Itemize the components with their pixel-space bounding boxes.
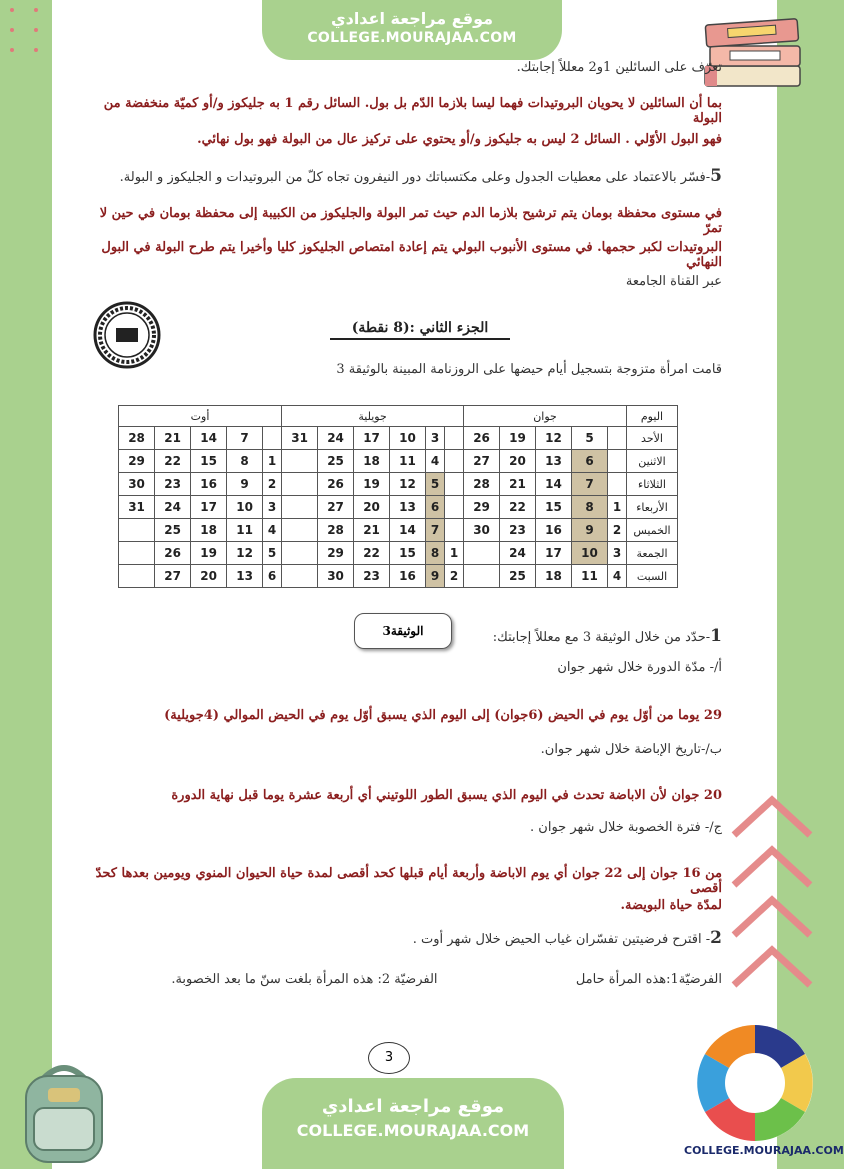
decorative-dot <box>34 48 38 52</box>
document-label: الوثيقة3 <box>354 613 452 649</box>
calendar-cell-july: 31 <box>282 427 318 450</box>
decorative-dot <box>10 48 14 52</box>
calendar-cell-july <box>282 542 318 565</box>
q1-b-label: ب/-تاريخ الإباضة خلال شهر جوان. <box>540 742 722 757</box>
calendar-cell-june: 7 <box>572 473 608 496</box>
calendar-row <box>119 542 678 565</box>
calendar-cell-june: 10 <box>572 542 608 565</box>
school-stamp-icon <box>92 300 162 370</box>
calendar-cell-july <box>282 519 318 542</box>
q2-hypothesis-1: الفرضيّة1:هذه المرأة حامل <box>575 972 722 987</box>
section5-answer-line1: في مستوى محفظة بومان يتم ترشيح بلازما الدم حيث تمر البولة والجليكوز من الكبيبة إلى محفظة بومان في حين لا تمرّ <box>99 206 722 236</box>
calendar-cell-june: 14 <box>536 473 572 496</box>
calendar-day-label: الأحد <box>627 427 678 450</box>
decorative-dot <box>10 28 14 32</box>
calendar-cell-july: 28 <box>318 519 354 542</box>
calendar-day-label: الاثنين <box>627 450 678 473</box>
calendar-cell-august <box>263 427 282 450</box>
calendar-cell-july <box>282 565 318 588</box>
calendar-cell-august: 31 <box>119 496 155 519</box>
q2-hypotheses <box>82 972 722 987</box>
calendar-cell-august: 25 <box>155 519 191 542</box>
calendar-cell-july <box>282 496 318 519</box>
calendar-cell-june: 15 <box>536 496 572 519</box>
calendar-cell-july: 9 <box>426 565 445 588</box>
calendar-day-label: الثلاثاء <box>627 473 678 496</box>
calendar-cell-june: 26 <box>464 427 500 450</box>
calendar-cell-august: 9 <box>227 473 263 496</box>
calendar-cell-july: 19 <box>354 473 390 496</box>
calendar-cell-july <box>445 473 464 496</box>
q2-question-row <box>82 928 722 948</box>
calendar-cell-june: 29 <box>464 496 500 519</box>
calendar-cell-june: 2 <box>607 519 626 542</box>
calendar-day-label: الأربعاء <box>627 496 678 519</box>
calendar-cell-june: 8 <box>572 496 608 519</box>
calendar-cell-june <box>464 542 500 565</box>
calendar-cell-august: 11 <box>227 519 263 542</box>
calendar-row <box>119 496 678 519</box>
calendar-cell-july: 23 <box>354 565 390 588</box>
calendar-cell-july: 27 <box>318 496 354 519</box>
site-header-banner[interactable] <box>262 0 562 60</box>
calendar-cell-july: 21 <box>354 519 390 542</box>
calendar-cell-june: 19 <box>500 427 536 450</box>
part2-title: الجزء الثاني :(8 نقطة) <box>330 320 510 340</box>
calendar-cell-august: 14 <box>191 427 227 450</box>
calendar-cell-june <box>464 565 500 588</box>
calendar-cell-august: 19 <box>191 542 227 565</box>
calendar-cell-august: 2 <box>263 473 282 496</box>
calendar-cell-july <box>445 450 464 473</box>
calendar-cell-july <box>445 427 464 450</box>
calendar-day-label: الجمعة <box>627 542 678 565</box>
calendar-cell-june: 23 <box>500 519 536 542</box>
calendar-cell-july: 1 <box>445 542 464 565</box>
calendar-cell-june: 12 <box>536 427 572 450</box>
calendar-cell-august: 23 <box>155 473 191 496</box>
part2-intro: قامت امرأة متزوجة بتسجيل أيام حيضها على الروزنامة المبينة بالوثيقة 3 <box>336 362 722 377</box>
q1-c-answer-line2: لمدّة حياة البويضة. <box>620 898 722 913</box>
calendar-cell-august: 7 <box>227 427 263 450</box>
calendar-cell-june: 17 <box>536 542 572 565</box>
calendar-cell-july <box>282 473 318 496</box>
calendar-cell-august: 26 <box>155 542 191 565</box>
calendar-cell-june: 6 <box>572 450 608 473</box>
calendar-cell-august: 16 <box>191 473 227 496</box>
calendar-cell-august <box>119 565 155 588</box>
header-month-july: جويلية <box>282 406 464 427</box>
calendar-cell-july <box>445 519 464 542</box>
calendar-cell-june: 20 <box>500 450 536 473</box>
calendar-cell-july: 11 <box>390 450 426 473</box>
calendar-cell-july: 6 <box>426 496 445 519</box>
decorative-dot <box>10 8 14 12</box>
calendar-row <box>119 450 678 473</box>
calendar-cell-june <box>607 450 626 473</box>
site-logo-wheel-icon[interactable] <box>694 1022 816 1144</box>
header-day: اليوم <box>627 406 678 427</box>
calendar-cell-august: 30 <box>119 473 155 496</box>
section5-question: -فسّر بالاعتماد على معطيات الجدول وعلى مكتسباتك دور النيفرون تجاه كلّ من البروتيدات و الجليكوز و البولة. <box>119 170 711 185</box>
calendar-cell-august: 24 <box>155 496 191 519</box>
site-name: موقع مراجعة اعدادي <box>330 9 494 28</box>
calendar-cell-june: 3 <box>607 542 626 565</box>
calendar-cell-june: 18 <box>536 565 572 588</box>
calendar-cell-june: 4 <box>607 565 626 588</box>
books-icon <box>700 14 810 94</box>
calendar-cell-june <box>607 473 626 496</box>
calendar-row <box>119 473 678 496</box>
calendar-cell-august: 10 <box>227 496 263 519</box>
page-number: 3 <box>368 1042 410 1074</box>
q1-a-label: أ/- مدّة الدورة خلال شهر جوان <box>557 660 722 675</box>
calendar-cell-july: 12 <box>390 473 426 496</box>
section5-answer-line2: البروتيدات لكبر حجمها. في مستوى الأنبوب البولي يتم إعادة امتصاص الجليكوز كليا وأخيرا يتم طرح البولة في البول النهائي <box>101 240 722 270</box>
section4-question: تعرّف على السائلين 1و2 معللاً إجابتك. <box>516 60 722 75</box>
q1-question: -حدّد من خلال الوثيقة 3 مع معللاً إجابتك: <box>492 630 711 645</box>
calendar-cell-august: 12 <box>227 542 263 565</box>
calendar-cell-july: 8 <box>426 542 445 565</box>
calendar-table <box>118 405 678 588</box>
calendar-cell-june: 24 <box>500 542 536 565</box>
q1-question-row <box>82 626 722 646</box>
calendar-cell-august: 27 <box>155 565 191 588</box>
calendar-cell-june: 9 <box>572 519 608 542</box>
chevron-decoration-icon <box>724 790 820 1020</box>
logo-url-text: COLLEGE.MOURAJAA.COM <box>684 1144 844 1157</box>
calendar-cell-june: 1 <box>607 496 626 519</box>
calendar-cell-june: 28 <box>464 473 500 496</box>
calendar-cell-july: 22 <box>354 542 390 565</box>
calendar-cell-august: 13 <box>227 565 263 588</box>
site-url[interactable]: COLLEGE.MOURAJAA.COM <box>307 30 517 46</box>
calendar-cell-july <box>445 496 464 519</box>
site-footer-banner[interactable] <box>262 1078 564 1169</box>
calendar-day-label: السبت <box>627 565 678 588</box>
footer-site-name: موقع مراجعة اعدادي <box>321 1096 505 1117</box>
section5-answer-line3: عبر القناة الجامعة <box>625 274 722 289</box>
section4-answer-line1: بما أن السائلين لا يحويان البروتيدات فهما ليسا بلازما الدّم بل بول. السائل رقم 1 به جليكوز و/أو كميّة منخفضة من البولة <box>103 96 722 126</box>
calendar-cell-july: 30 <box>318 565 354 588</box>
calendar-cell-august <box>119 519 155 542</box>
calendar-cell-june: 16 <box>536 519 572 542</box>
calendar-cell-july: 26 <box>318 473 354 496</box>
calendar-cell-august: 4 <box>263 519 282 542</box>
calendar-cell-august: 18 <box>191 519 227 542</box>
calendar-cell-july: 2 <box>445 565 464 588</box>
calendar-cell-june: 5 <box>572 427 608 450</box>
calendar-cell-june: 13 <box>536 450 572 473</box>
calendar-cell-july: 4 <box>426 450 445 473</box>
calendar-cell-july: 3 <box>426 427 445 450</box>
section5-number: 5 <box>710 166 722 186</box>
calendar-cell-july: 24 <box>318 427 354 450</box>
calendar-cell-june <box>607 427 626 450</box>
calendar-cell-july <box>282 450 318 473</box>
calendar-row <box>119 427 678 450</box>
q2-question: - اقترح فرضيتين تفسّران غياب الحيض خلال شهر أوت . <box>412 932 711 947</box>
q2-number: 2 <box>710 928 722 948</box>
calendar-cell-july: 29 <box>318 542 354 565</box>
calendar-row <box>119 565 678 588</box>
calendar-cell-august: 21 <box>155 427 191 450</box>
q1-a-answer: 29 يوما من أوّل يوم في الحيض (6جوان) إلى اليوم الذي يسبق أوّل يوم في الحيض الموالي (4جويلية) <box>164 708 722 723</box>
calendar-cell-july: 17 <box>354 427 390 450</box>
calendar-cell-august: 5 <box>263 542 282 565</box>
calendar-cell-july: 13 <box>390 496 426 519</box>
calendar-cell-june: 27 <box>464 450 500 473</box>
calendar-cell-august: 29 <box>119 450 155 473</box>
section5-question-row <box>82 166 722 186</box>
calendar-cell-august: 17 <box>191 496 227 519</box>
calendar-cell-august: 8 <box>227 450 263 473</box>
calendar-cell-august: 28 <box>119 427 155 450</box>
section4-answer-line2: فهو البول الأوّلي . السائل 2 ليس به جليكوز و/أو يحتوي على تركيز عال من البولة فهو بول نهائي. <box>197 132 722 147</box>
calendar-cell-july: 18 <box>354 450 390 473</box>
calendar-cell-august: 20 <box>191 565 227 588</box>
decorative-dot <box>34 28 38 32</box>
calendar-cell-july: 10 <box>390 427 426 450</box>
calendar-cell-june: 11 <box>572 565 608 588</box>
calendar-cell-july: 5 <box>426 473 445 496</box>
q1-number: 1 <box>710 626 722 646</box>
q1-c-label: ج/- فترة الخصوبة خلال شهر جوان . <box>530 820 722 835</box>
calendar-cell-july: 16 <box>390 565 426 588</box>
footer-site-url[interactable]: COLLEGE.MOURAJAA.COM <box>296 1121 530 1140</box>
calendar-row <box>119 519 678 542</box>
backpack-icon <box>14 1058 114 1166</box>
calendar-cell-august: 1 <box>263 450 282 473</box>
calendar-cell-june: 25 <box>500 565 536 588</box>
calendar-cell-august: 22 <box>155 450 191 473</box>
calendar-cell-july: 15 <box>390 542 426 565</box>
calendar-day-label: الخميس <box>627 519 678 542</box>
calendar-cell-july: 14 <box>390 519 426 542</box>
calendar-cell-june: 21 <box>500 473 536 496</box>
calendar-cell-august: 3 <box>263 496 282 519</box>
calendar-cell-june: 22 <box>500 496 536 519</box>
decorative-dot <box>34 8 38 12</box>
calendar-cell-june: 30 <box>464 519 500 542</box>
calendar-header-row <box>119 406 678 427</box>
calendar-cell-july: 25 <box>318 450 354 473</box>
header-month-august: أوت <box>119 406 282 427</box>
calendar-cell-august <box>119 542 155 565</box>
calendar-cell-july: 7 <box>426 519 445 542</box>
calendar-cell-august: 15 <box>191 450 227 473</box>
q2-hypothesis-2: الفرضيّة 2: هذه المرأة بلغت سنّ ما بعد الخصوبة. <box>171 972 438 987</box>
header-month-june: جوان <box>464 406 627 427</box>
calendar-cell-july: 20 <box>354 496 390 519</box>
q1-c-answer-line1: من 16 جوان إلى 22 جوان أي يوم الاباضة وأربعة أيام قبلها كحد أقصى لمدة حياة الحيوان المنوي ويومين بعدها كحدّ أقصى <box>95 866 722 896</box>
calendar-cell-august: 6 <box>263 565 282 588</box>
calendar-body <box>119 427 678 588</box>
q1-b-answer: 20 جوان لأن الاباضة تحدث في اليوم الذي يسبق الطور اللوتيني أي أربعة عشرة يوما قبل نهاية الدورة <box>171 788 722 803</box>
